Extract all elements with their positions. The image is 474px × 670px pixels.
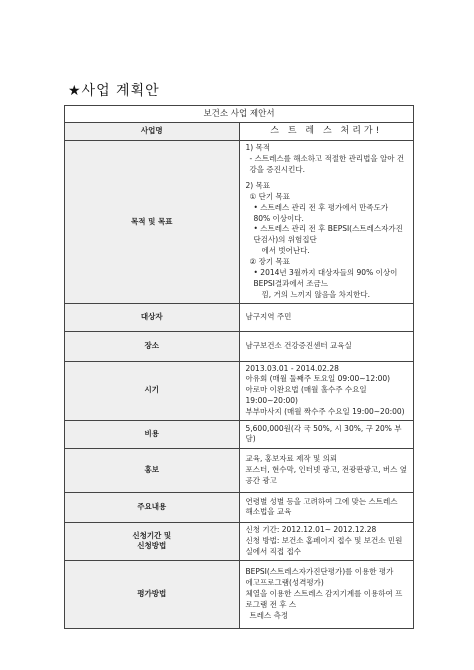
short-goal-2: • 스트레스 관리 전 후 BEPSI(스트레스자가진단검사)의 위험집단 bbox=[253, 224, 403, 245]
eval-cell bbox=[239, 560, 414, 628]
target-label: 대상자 bbox=[65, 303, 240, 331]
promo-cell bbox=[239, 448, 414, 492]
eval-line: 에고프로그램(성격평가) bbox=[245, 578, 324, 588]
apply-cell bbox=[239, 522, 414, 560]
purpose-line: - 스트레스를 해소하고 적절한 관리법을 알아 건강을 증진시킨다. bbox=[249, 154, 405, 175]
apply-label-line: 신청기간 및 bbox=[132, 530, 172, 540]
period-line: 부부마사지 (매월 짝수주 수요일 19:00~20:00) bbox=[245, 407, 405, 417]
table-title: 보건소 사업 제안서 bbox=[65, 106, 414, 123]
long-goal-heading: ② 장기 목표 bbox=[249, 257, 290, 267]
content-value: 연령별 성별 등을 고려하여 그에 맞는 스트레스 해소법을 교육 bbox=[239, 492, 414, 522]
apply-method: 신청 방법: 보건소 홈페이지 접수 및 보건소 민원실에서 직접 접수 bbox=[245, 536, 403, 556]
apply-period: 신청 기간: 2012.12.01~ 2012.12.28 bbox=[245, 525, 377, 535]
long-goal-1-cont: 낌, 거의 느끼지 않음을 차지한다. bbox=[261, 289, 370, 299]
long-goal-1: • 2014년 3월까지 대상자들의 90% 이상이 BEPSI결과에서 조금느 bbox=[253, 267, 398, 288]
promo-line: 포스터, 현수막, 인터넷 광고, 전광판광고, 버스 옆 공간 광고 bbox=[245, 465, 407, 485]
purpose-label: 목적 및 목표 bbox=[65, 141, 240, 303]
promo-line: 교육, 홍보자료 제작 및 의뢰 bbox=[245, 454, 338, 464]
purpose-cell bbox=[239, 141, 414, 303]
content-label: 주요내용 bbox=[65, 492, 240, 522]
eval-line: 트레스 측정 bbox=[249, 610, 289, 620]
apply-label-line: 신청방법 bbox=[137, 541, 167, 551]
eval-label: 평가방법 bbox=[65, 560, 240, 628]
period-cell bbox=[239, 361, 414, 420]
short-goal-1: • 스트레스 관리 전 후 평가에서 만족도가 80% 이상이다. bbox=[253, 202, 389, 223]
name-label: 사업명 bbox=[65, 123, 240, 141]
period-label: 시기 bbox=[65, 361, 240, 420]
period-range: 2013.03.01 - 2014.02.28 bbox=[245, 363, 339, 373]
proposal-table bbox=[64, 105, 414, 629]
period-line: 아유회 (매월 둘째주 토요일 09:00~12:00) bbox=[245, 374, 391, 384]
period-line: 아로마 이완요법 (매월 홀수주 수요일 19:00~20:00) bbox=[245, 385, 367, 406]
place-label: 장소 bbox=[65, 331, 240, 361]
promo-label: 홍보 bbox=[65, 448, 240, 492]
purpose-heading: 1) 목적 bbox=[245, 143, 271, 153]
cost-value: 5,600,000원(각 국 50%, 시 30%, 구 20% 부담) bbox=[239, 420, 414, 448]
cost-label: 비용 bbox=[65, 420, 240, 448]
goal-heading: 2) 목표 bbox=[245, 180, 271, 190]
short-goal-2-cont: 에서 벗어난다. bbox=[261, 246, 310, 256]
target-value: 남구지역 주민 bbox=[239, 303, 414, 331]
apply-label bbox=[65, 522, 240, 560]
eval-line: BEPSI(스트레스자가진단평가)를 이용한 평가 bbox=[245, 567, 394, 577]
place-value: 남구보건소 건강증진센터 교육실 bbox=[239, 331, 414, 361]
page-heading: ★사업 계획안 bbox=[68, 83, 160, 99]
short-goal-heading: ① 단기 목표 bbox=[249, 191, 290, 201]
project-name: 스 트 레 스 처리가! bbox=[239, 123, 414, 141]
eval-line: 체열을 이용한 스트레스 감지기계를 이용하여 프로그램 전 후 스 bbox=[245, 589, 403, 609]
